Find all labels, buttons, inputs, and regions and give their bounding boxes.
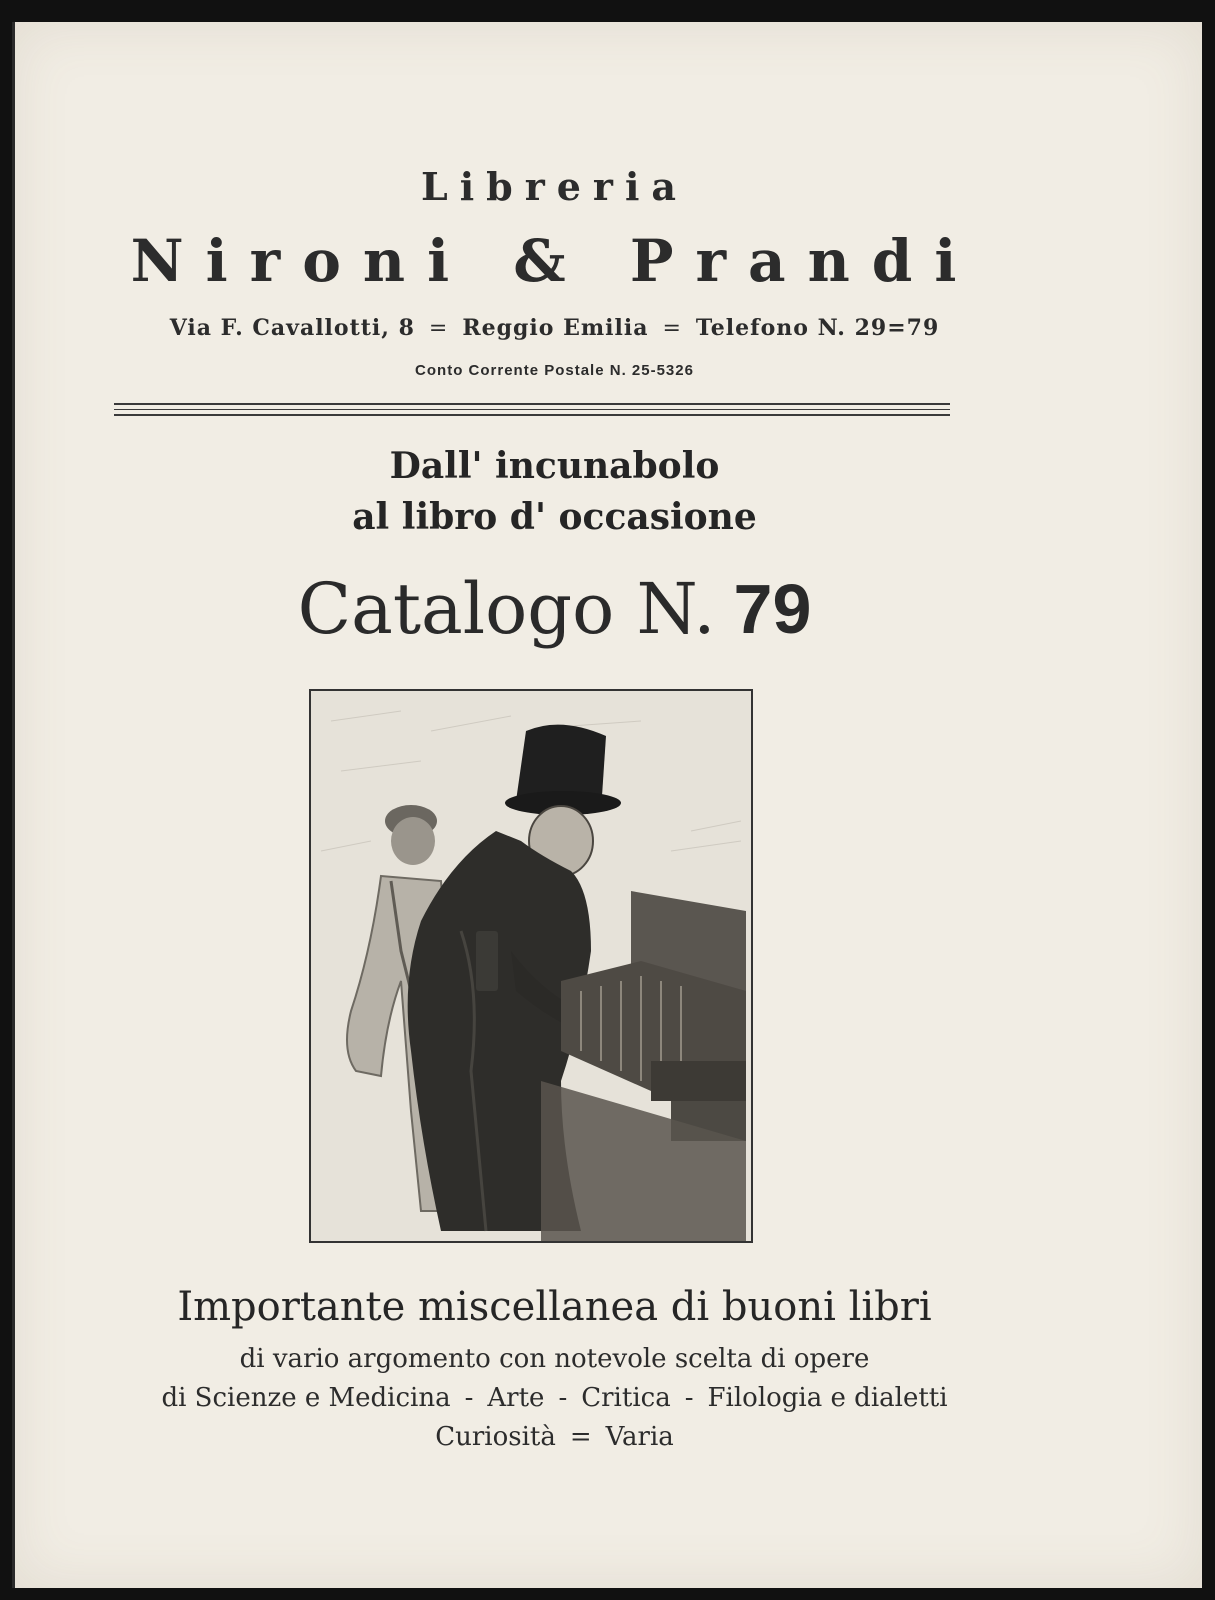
- subject-critica: Critica: [581, 1383, 671, 1413]
- shop-address: [12, 315, 1097, 341]
- catalog-cover-page: [12, 22, 1202, 1588]
- subject-filologia: Filologia e dialetti: [707, 1383, 948, 1413]
- subject-dash: -: [558, 1383, 568, 1413]
- divider-rule: [114, 403, 950, 405]
- divider-rule: [114, 414, 950, 416]
- subject-varia: Varia: [605, 1422, 674, 1452]
- subject-dash: -: [464, 1383, 474, 1413]
- address-phone: Telefono N. 29=79: [695, 315, 940, 341]
- subject-curiosita: Curiosità: [435, 1422, 556, 1452]
- description-line-3: [12, 1422, 1097, 1452]
- address-separator: =: [662, 316, 682, 341]
- description-line-2: [12, 1383, 1097, 1413]
- catalog-number: 79: [733, 570, 812, 648]
- catalog-label: Catalogo N.: [297, 568, 716, 650]
- description-line-1: di vario argomento con notevole scelta di opere: [239, 1344, 870, 1374]
- catalog-title: [12, 568, 1097, 650]
- address-city: Reggio Emilia: [462, 315, 649, 341]
- subtitle-line-2: al libro d' occasione: [352, 496, 757, 538]
- shop-name: Nironi & Prandi: [130, 227, 979, 295]
- libreria-heading: Libreria: [421, 164, 688, 209]
- subject-dash: -: [684, 1383, 694, 1413]
- postal-account: Conto Corrente Postale N. 25-5326: [415, 362, 694, 379]
- subject-scienze: di Scienze e Medicina: [161, 1383, 451, 1413]
- subject-separator: =: [569, 1422, 592, 1452]
- main-description: Importante miscellanea di buoni libri: [177, 1284, 932, 1330]
- bookseller-engraving-image: [311, 691, 751, 1241]
- divider-rule: [114, 409, 950, 410]
- address-street: Via F. Cavallotti, 8: [169, 315, 415, 341]
- address-separator: =: [428, 316, 449, 341]
- subject-arte: Arte: [487, 1383, 545, 1413]
- cover-illustration: [309, 689, 753, 1243]
- subtitle-line-1: Dall' incunabolo: [389, 445, 720, 487]
